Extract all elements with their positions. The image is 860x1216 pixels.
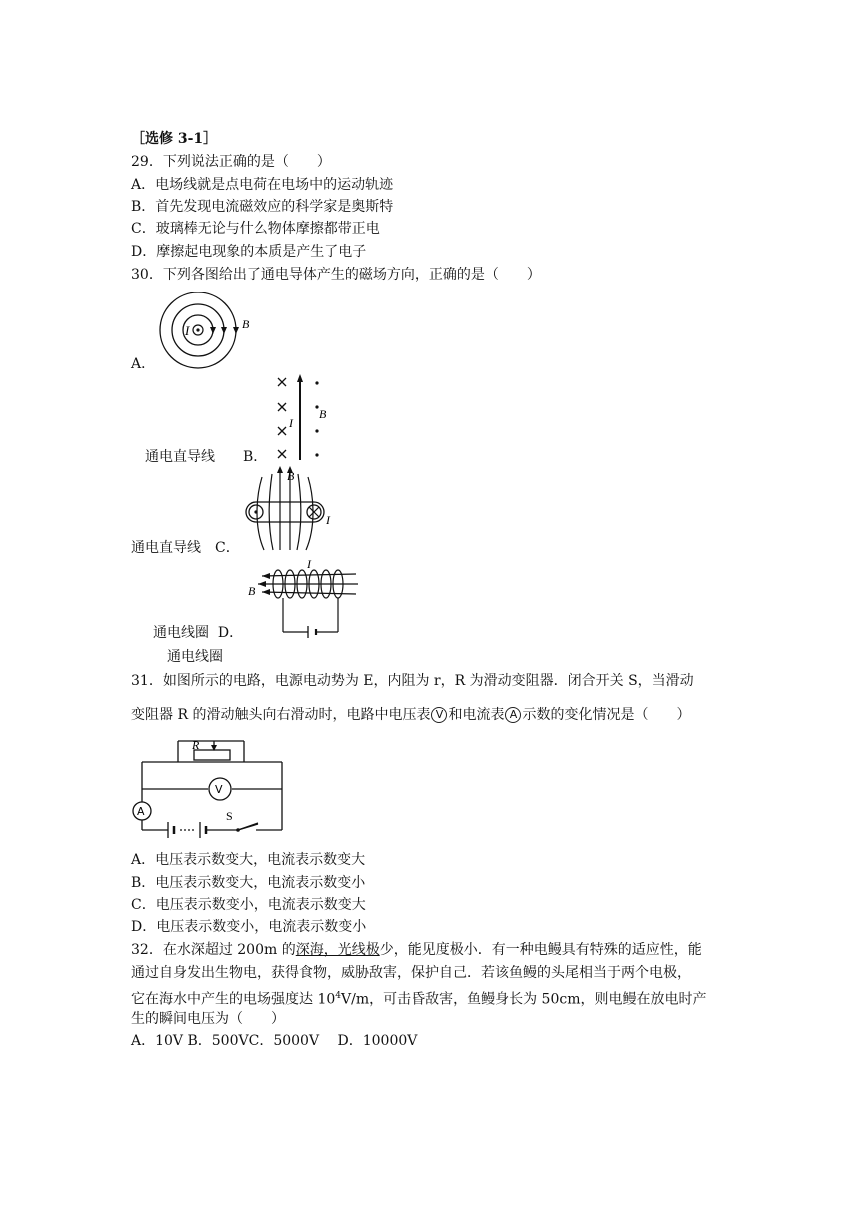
q30c-field-label: B (287, 469, 295, 483)
voltmeter-symbol: V (431, 707, 447, 723)
q31-option-c: C．电压表示数变小，电流表示数变大 (131, 897, 366, 913)
ammeter-symbol: A (505, 707, 521, 723)
q30-caption-d: 通电线圈 (167, 649, 223, 665)
q32-line-1: 32．在水深超过 200m 的深海，光线极少，能见度极小．有一种电鳗具有特殊的适应性，能 (131, 942, 702, 958)
q30b-current-label: I (289, 416, 293, 430)
q31-circuit-figure (128, 736, 288, 842)
q32-line-3: 它在海水中产生的电场强度达 $10^4V/m$，可击昏敌害，鱼鳗身长为 50cm，则电鳗在放电时产 (131, 991, 707, 1008)
q30-stem: 30．下列各图给出了通电导体产生的磁场方向，正确的是（ ） (131, 267, 541, 283)
q29-stem: 29．下列说法正确的是（ ） (131, 154, 331, 170)
q30-caption-c: 通电线圈 D． (153, 625, 244, 641)
section-heading: ［选修 3-1］ (131, 131, 218, 147)
q31-fig-R: R (192, 738, 200, 752)
q31-option-b: B．电压表示数变大，电流表示数变小 (131, 875, 366, 891)
q30-figure-a (153, 292, 268, 372)
q30-label-a: A． (131, 356, 156, 372)
q30b-field-label: B (319, 407, 327, 421)
q31-option-d: D．电压表示数变小，电流表示数变小 (131, 919, 367, 935)
q30a-field-label: B (242, 317, 250, 331)
q29-option-b: B．首先发现电流磁效应的科学家是奥斯特 (131, 199, 394, 215)
q31-fig-A: A (137, 805, 145, 818)
q31-line-2: 变阻器 R 的滑动触头向右滑动时，电路中电压表 V 和电流表 A 示数的变化情况是（ ） (131, 707, 691, 723)
q30-caption-a: 通电直导线 B． (145, 449, 268, 465)
q32-options: A．10V B．500VC．5000V D．10000V (131, 1033, 418, 1049)
q32-line-4: 生的瞬间电压为（ ） (131, 1011, 285, 1027)
q31-fig-S: S (226, 809, 233, 823)
q30-figure-c (240, 462, 340, 554)
q29-option-a: A．电场线就是点电荷在电场中的运动轨迹 (131, 177, 394, 193)
q30d-field-label: B (248, 584, 256, 598)
q29-option-d: D．摩擦起电现象的本质是产生了电子 (131, 244, 367, 260)
q30d-current-label: I (307, 557, 311, 571)
q30-caption-b: 通电直导线 C． (131, 540, 240, 556)
q30a-current-label: I (185, 323, 190, 338)
q31-option-a: A．电压表示数变大，电流表示数变大 (131, 852, 366, 868)
q31-line-1: 31．如图所示的电路，电源电动势为 E，内阻为 r，R 为滑动变阻器．闭合开关 S，当滑动 (131, 673, 694, 689)
q30-figure-b (272, 372, 342, 464)
q29-option-c: C．玻璃棒无论与什么物体摩擦都带正电 (131, 221, 380, 237)
q30-figure-d (244, 556, 364, 638)
q31-fig-V: V (215, 783, 223, 796)
q30c-current-label: I (326, 513, 330, 527)
q32-line-2: 通过自身发出生物电，获得食物，威胁敌害，保护自己．若该鱼鳗的头尾相当于两个电极， (131, 965, 691, 981)
